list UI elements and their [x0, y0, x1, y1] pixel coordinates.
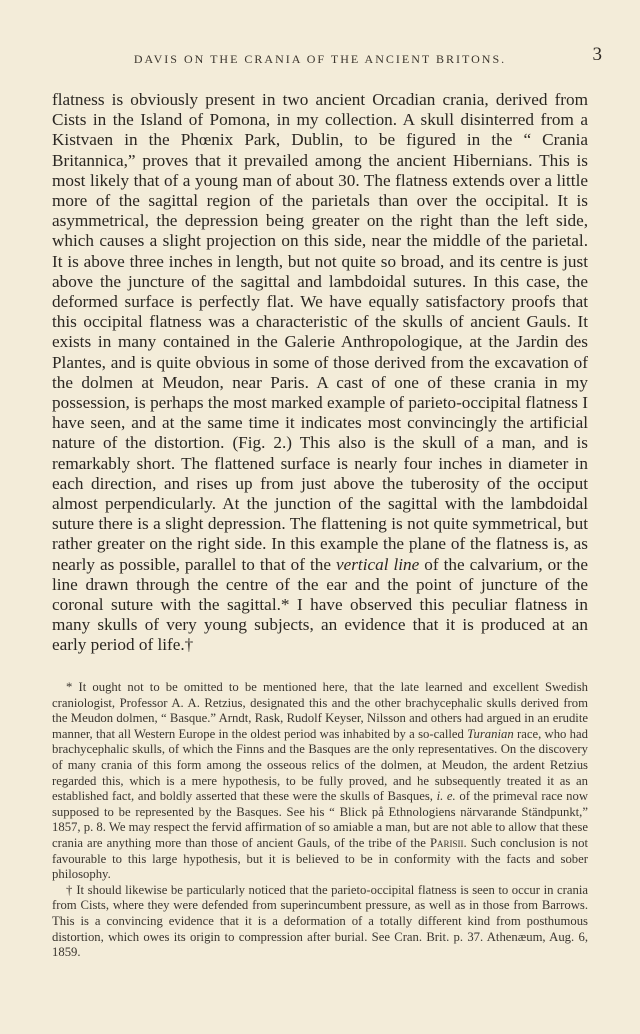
running-head: DAVIS ON THE CRANIA OF THE ANCIENT BRITONS.	[133, 52, 507, 66]
body-text-run: of the calvarium, or the line drawn through the centre of the ear and the point of juncture of the coronal suture with the sagittal.* I have observed this peculiar flatness in many skulls of very young subjects, an evidence that it is produced at an early period of life.†	[52, 554, 588, 655]
small-caps-term: Parisii	[429, 835, 464, 850]
footnote-text-run: race, who had brachycephalic skulls, of which the Finns and the Basques are the only representatives. On the discovery of many crania of this form among the osseous relics of the dolmen, at Meudon, the ardent Retzius regarded this, which is a mere hypothesis, to be fully proved, and he subsequently treated it as an established fact, and boldly asserted that these were the skulls of Basques,	[52, 726, 589, 804]
footnote-1	[52, 680, 588, 883]
footnote-text-run: * It ought not to be omitted to be mentioned here, that the late learned and excellent Swedish craniologist, Professor A. A. Retzius, designated this and the other brachycephalic skulls derived from the Meudon dolmen, “ Basque.” Arndt, Rask, Rudolf Keyser, Nilsson and others had argued in an erudite manner, that all Western Europe in the oldest period was inhabited by a so-called	[52, 680, 588, 741]
main-text	[52, 90, 588, 656]
italic-term: Turanian	[467, 726, 514, 741]
footnote-2: † It should likewise be particularly noticed that the parieto-occipital flatness is seen to occur in crania from Cists, where they were defended from superincumbent pressure, as well as in those from Barrows. This is a convincing evidence that it is a deformation of a totally different kind from posthumous distortion, which owes its origin to compression after burial. See Cran. Brit. p. 37. Athenæum, Aug. 6, 1859.	[52, 882, 588, 960]
footnote-text-run: of the primeval race now supposed to be represented by the Basques. See his “ Blick på Ethnologiens närvarande Ständpunkt,” 1857, p. 8. We may respect the fervid affirmation of so amiable a man, but are not able to allow that these crania are anything more than those of ancient Gauls, of the tribe of the	[52, 789, 589, 850]
italic-phrase: vertical line	[335, 554, 420, 574]
italic-abbrev: i. e.	[436, 789, 456, 804]
body-text-run: flatness is obviously present in two ancient Orcadian crania, derived from Cists in the Island of Pomona, in my collection. A skull disinterred from a Kistvaen in the Phœnix Park, Dublin, to be figured in the “ Crania Britannica,” proves that it prevailed among the ancient Hibernians. This is most likely that of a young man of about 30. The flatness extends over a little more of the sagittal region of the parietals than over the occipital. It is asymmetrical, the depression being greater on the right than the left side, which causes a slight projection on this side, near the middle of the parietal. It is above three inches in length, but not quite so broad, and its centre is just above the juncture of the sagittal and lambdoidal sutures. In this case, the deformed surface is perfectly flat. We have equally satisfactory proofs that this occipital flatness was a characteristic of the skulls of ancient Gauls. It exists in many contained in the Galerie Anthropologique, at the Jardin des Plantes, and is quite obvious in some of those derived from the excavation of the dolmen at Meudon, near Paris. A cast of one of these crania in my possession, is perhaps the most marked example of parieto-occipital flatness I have seen, and at the same time it indicates most convincingly the artificial nature of the distortion. (Fig. 2.) This also is the skull of a man, and is remarkably short. The flattened surface is nearly four inches in diameter in each direction, and rises up from just above the tuberosity of the occiput almost perpendicularly. At the junction of the sagittal with the lambdoidal suture there is a slight depression. The flattening is not quite symmetrical, but rather greater on the right side. In this example the plane of the flatness is, as nearly as possible, parallel to that of the	[52, 90, 588, 574]
body-paragraph	[52, 90, 588, 656]
page-number: 3	[592, 44, 602, 65]
footnotes	[52, 680, 588, 961]
footnote-text-run: . Such conclusion is not favourable to this large hypothesis, but it is believed to be in conformity with the facts and sober philosophy.	[52, 835, 588, 882]
